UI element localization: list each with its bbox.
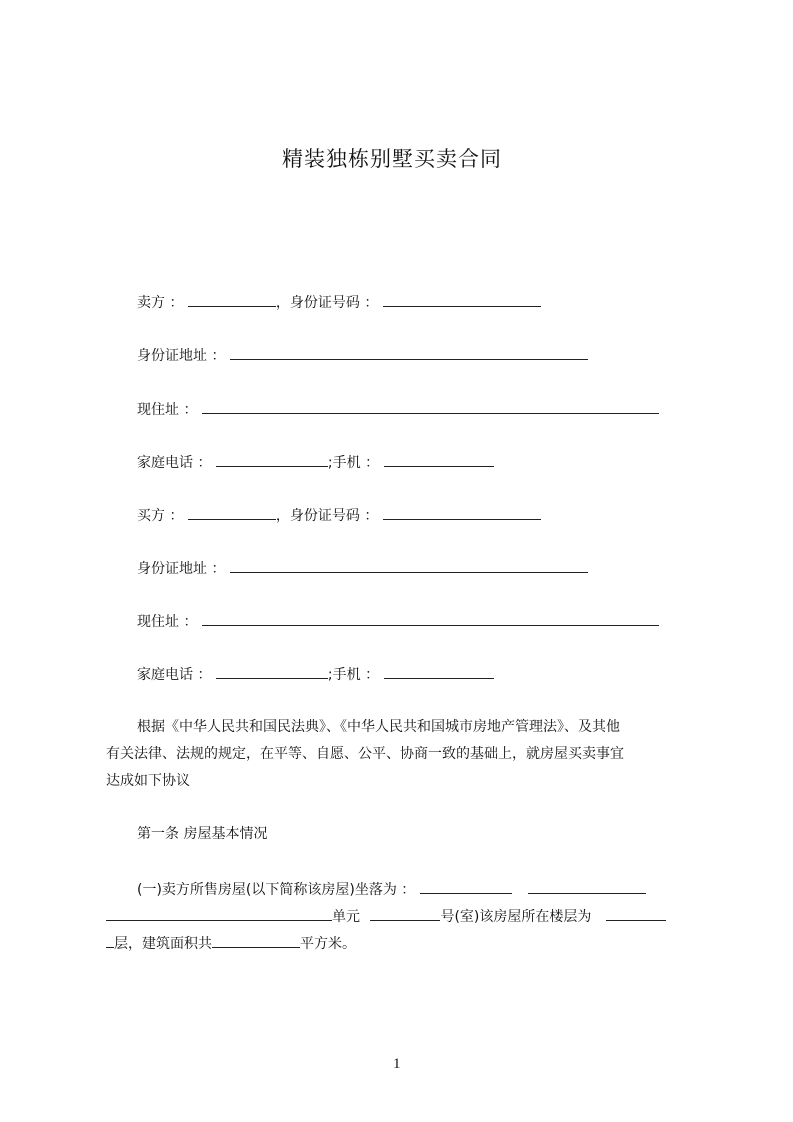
- buyer-id-address-label: 身份证地址 ：: [137, 561, 226, 577]
- clause-1-line-2: [106, 906, 666, 927]
- clause-1-line-3: [106, 933, 356, 954]
- room-blank: [370, 906, 440, 921]
- preamble-line-2: 有关法律、法规的规定，在平等、自愿、公平、协商一致的基础上，就房屋买卖事宜: [106, 746, 624, 762]
- seller-current-address-row: [137, 399, 659, 420]
- seller-id-address-row: [137, 345, 588, 366]
- area-label: 平方米。: [300, 936, 356, 952]
- seller-current-address-label: 现住址 ：: [137, 402, 198, 418]
- seller-id-label: ，身份证号码 ：: [275, 295, 379, 311]
- buyer-current-address-label: 现住址 ：: [137, 614, 198, 630]
- area-blank: [212, 933, 300, 948]
- page-title: 精装独栋别墅买卖合同: [282, 147, 502, 171]
- buyer-mobile-blank: [384, 664, 494, 679]
- seller-name-label: 卖方 ：: [137, 295, 184, 311]
- floor-blank: [606, 906, 666, 921]
- buyer-id-address-row: [137, 558, 588, 579]
- seller-name-blank: [188, 292, 276, 307]
- seller-current-address-blank: [202, 399, 659, 414]
- preamble-line-3: 达成如下协议: [106, 773, 190, 789]
- buyer-id-address-blank: [230, 558, 588, 573]
- buyer-current-address-row: [137, 611, 659, 632]
- clause-1-line-1: [137, 879, 646, 900]
- seller-id-address-blank: [230, 345, 588, 360]
- seller-home-phone-label: 家庭电话 ：: [137, 455, 212, 471]
- seller-mobile-blank: [384, 452, 494, 467]
- page-number: 1: [393, 1056, 401, 1072]
- building-blank: [106, 906, 332, 921]
- floor-label: 层，建筑面积共: [114, 936, 212, 952]
- buyer-name-row: [137, 505, 541, 526]
- buyer-home-phone-label: 家庭电话 ：: [137, 667, 212, 683]
- location-blank-1: [420, 879, 512, 894]
- seller-mobile-label: ;手机 ：: [327, 455, 380, 471]
- floor-blank-continued: [106, 933, 114, 948]
- clause-1-intro: (一)卖方所售房屋(以下简称该房屋)坐落为 ：: [137, 882, 416, 898]
- seller-home-phone-blank: [216, 452, 328, 467]
- article-1-heading: 第一条 房屋基本情况: [137, 826, 268, 842]
- buyer-id-label: ，身份证号码 ：: [275, 508, 379, 524]
- buyer-name-label: 买方 ：: [137, 508, 184, 524]
- buyer-name-blank: [188, 505, 276, 520]
- seller-id-address-label: 身份证地址 ：: [137, 348, 226, 364]
- buyer-mobile-label: ;手机 ：: [327, 667, 380, 683]
- seller-name-row: [137, 292, 541, 313]
- seller-phone-row: [137, 452, 494, 473]
- preamble-line-1: 根据《中华人民共和国民法典》、《中华人民共和国城市房地产管理法》、及其他: [137, 719, 620, 735]
- buyer-id-blank: [383, 505, 541, 520]
- buyer-phone-row: [137, 664, 494, 685]
- buyer-current-address-blank: [202, 611, 659, 626]
- buyer-home-phone-blank: [216, 664, 328, 679]
- location-blank-2: [528, 879, 646, 894]
- unit-label: 单元: [332, 909, 360, 925]
- room-label: 号(室)该房屋所在楼层为: [440, 909, 592, 925]
- seller-id-blank: [383, 292, 541, 307]
